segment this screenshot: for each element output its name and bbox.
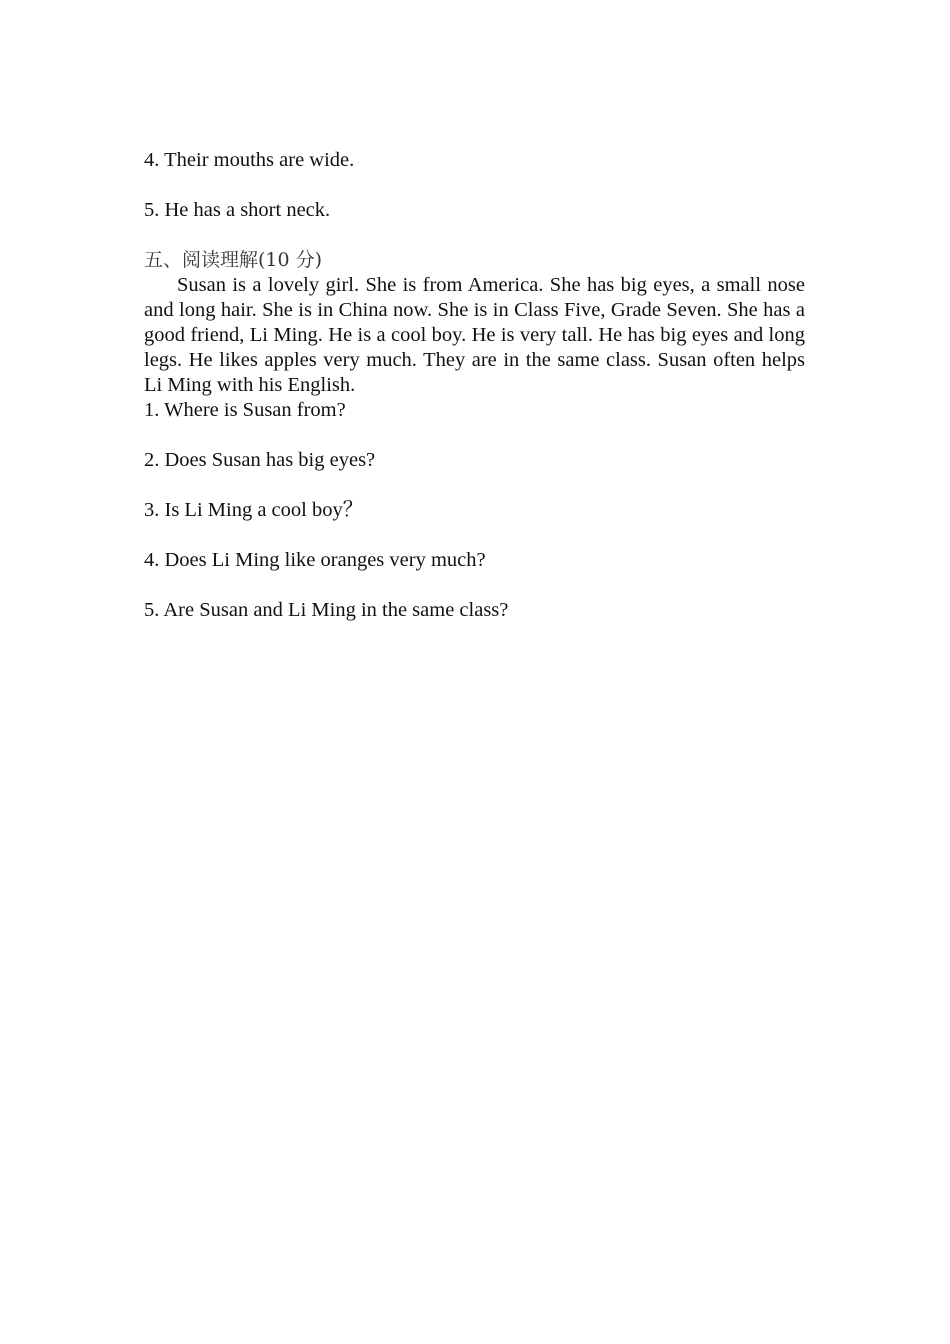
blank-answer-line (144, 173, 805, 198)
blank-answer-line (144, 223, 805, 248)
question-5: 5. Are Susan and Li Ming in the same class? (144, 599, 509, 621)
page-content (144, 148, 805, 623)
question-1: 1. Where is Susan from? (144, 399, 346, 421)
question-3: 3. Is Li Ming a cool boy？ (144, 499, 364, 521)
blank-answer-line (144, 473, 805, 498)
blank-answer-line (144, 523, 805, 548)
blank-answer-line (144, 573, 805, 598)
part4-item-5: 5. He has a short neck. (144, 199, 331, 221)
question-2: 2. Does Susan has big eyes? (144, 449, 376, 471)
section-5-heading: 五、阅读理解(10 分) (144, 249, 323, 271)
part4-item-4: 4. Their mouths are wide. (144, 149, 355, 171)
blank-answer-line (144, 423, 805, 448)
question-4: 4. Does Li Ming like oranges very much? (144, 549, 486, 571)
reading-passage: Susan is a lovely girl. She is from America. She has big eyes, a small nose and long hair. She is in China now. She is in Class Five, Grade Seven. She has a good friend, Li Ming. He is a cool boy. He is very tall. He has big eyes and long legs. He likes apples very much. They are in the same class. Susan often helps Li Ming with his English. (144, 274, 805, 396)
